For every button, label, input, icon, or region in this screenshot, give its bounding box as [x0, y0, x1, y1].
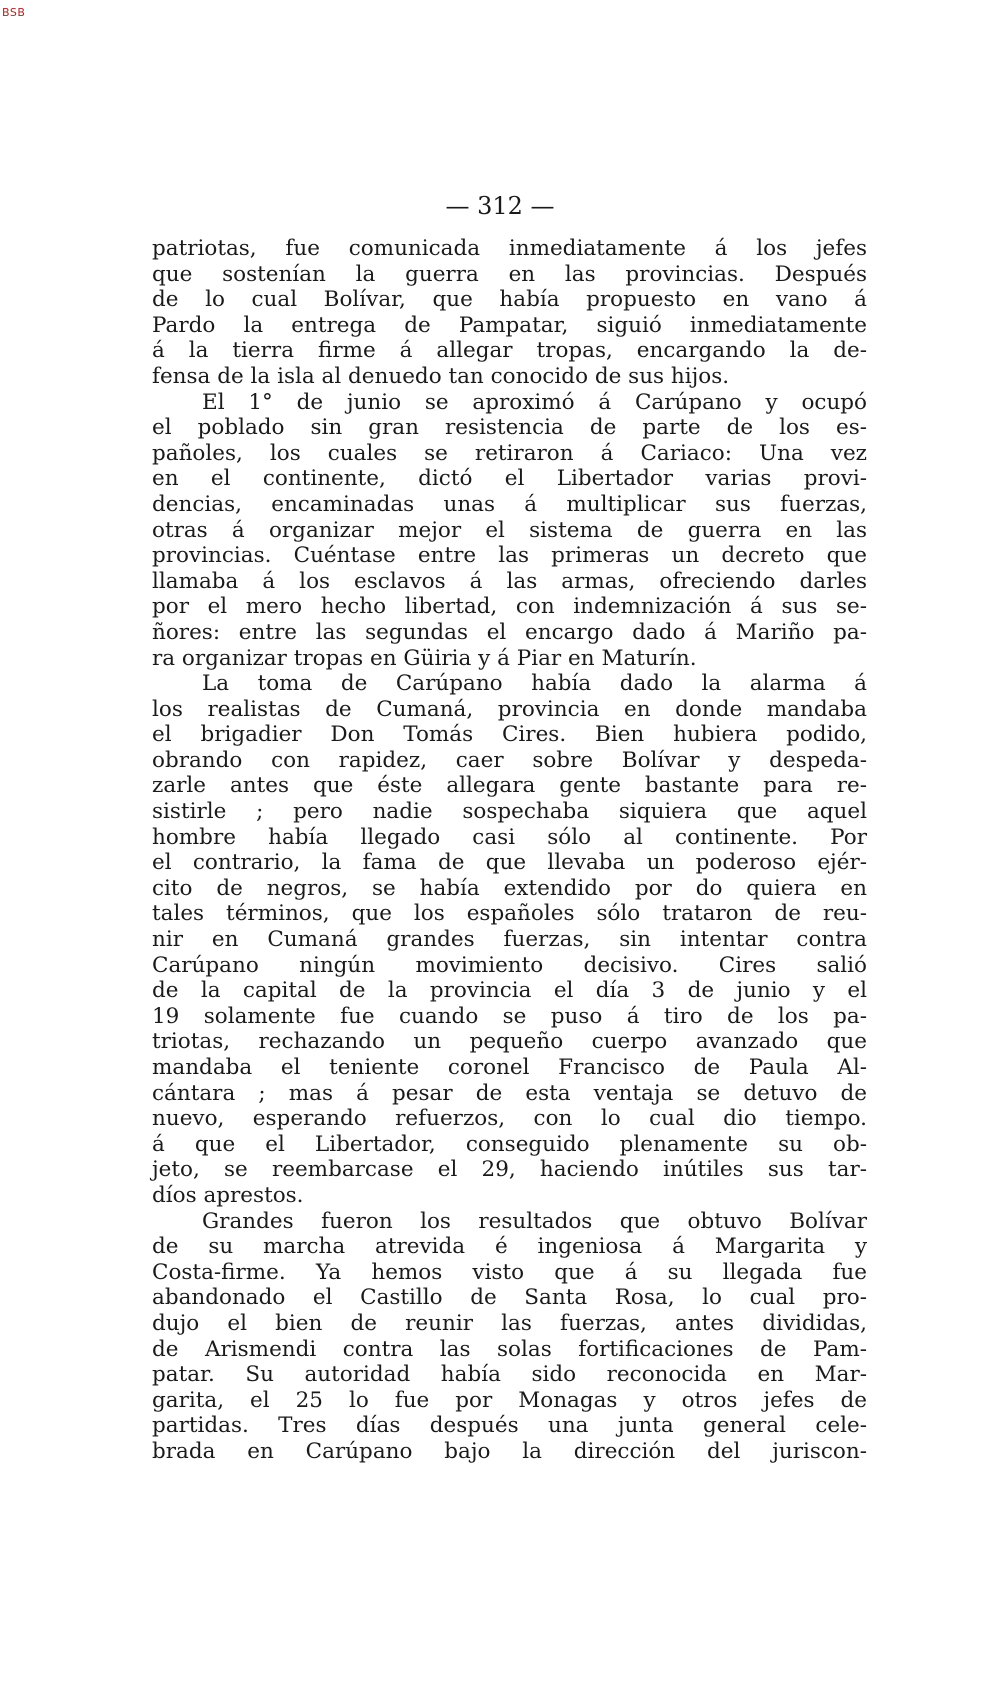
text-line: hombre había llegado casi sólo al continente. Por: [152, 824, 867, 850]
text-line: triotas, rechazando un pequeño cuerpo avanzado que: [152, 1029, 867, 1055]
library-stamp: BSB: [2, 6, 26, 19]
text-line: á que el Libertador, conseguido plenamente su ob-: [152, 1131, 867, 1157]
text-line: díos aprestos.: [152, 1182, 304, 1208]
text-line: que sostenían la guerra en las provincias. Después: [152, 261, 867, 287]
text-line: otras á organizar mejor el sistema de guerra en las: [152, 517, 867, 543]
text-line: en el continente, dictó el Libertador varias provi-: [152, 466, 867, 492]
text-line: 19 solamente fue cuando se puso á tiro de los pa-: [152, 1003, 867, 1029]
text-line: ra organizar tropas en Güiria y á Piar en Maturín.: [152, 645, 697, 671]
text-line: el poblado sin gran resistencia de parte de los es-: [152, 415, 867, 441]
text-line: abandonado el Castillo de Santa Rosa, lo cual pro-: [152, 1285, 867, 1311]
text-line: mandaba el teniente coronel Francisco de Paula Al-: [152, 1055, 867, 1080]
text-line: El 1° de junio se aproximó á Carúpano y ocupó: [202, 389, 867, 415]
text-line: por el mero hecho libertad, con indemnización á sus se-: [152, 594, 867, 620]
text-line: dencias, encaminadas unas á multiplicar sus fuerzas,: [152, 491, 867, 517]
text-line: Grandes fueron los resultados que obtuvo Bolívar: [202, 1208, 867, 1234]
text-line: tales términos, que los españoles sólo trataron de reu-: [152, 901, 867, 927]
text-line: partidas. Tres días después una junta general cele-: [152, 1413, 867, 1439]
text-line: nir en Cumaná grandes fuerzas, sin intentar contra: [152, 927, 867, 953]
text-line: obrando con rapidez, caer sobre Bolívar y despeda-: [152, 747, 867, 773]
text-line: jeto, se reembarcase el 29, haciendo inútiles sus tar-: [152, 1157, 867, 1183]
text-line: provincias. Cuéntase entre las primeras un decreto que: [152, 543, 867, 569]
text-line: zarle antes que éste allegara gente bastante para re-: [152, 773, 867, 799]
text-line: el brigadier Don Tomás Cires. Bien hubiera podido,: [152, 722, 867, 748]
text-line: dujo el bien de reunir las fuerzas, antes divididas,: [152, 1310, 867, 1336]
text-line: ñores: entre las segundas el encargo dado á Mariño pa-: [152, 619, 867, 645]
text-line: de su marcha atrevida é ingeniosa á Margarita y: [152, 1234, 867, 1260]
text-line: sistirle ; pero nadie sospechaba siquiera que aquel: [152, 799, 867, 825]
text-line: el contrario, la fama de que llevaba un poderoso ejér-: [152, 850, 867, 876]
text-line: de Arismendi contra las solas fortificaciones de Pam-: [152, 1336, 867, 1362]
text-line: cito de negros, se había extendido por do quiera en: [152, 875, 867, 901]
text-line: patriotas, fue comunicada inmediatamente á los jefes: [152, 236, 867, 261]
text-line: Costa-firme. Ya hemos visto que á su llegada fue: [152, 1259, 867, 1285]
text-line: La toma de Carúpano había dado la alarma á: [202, 671, 867, 697]
text-line: Pardo la entrega de Pampatar, siguió inmediatamente: [152, 312, 867, 338]
text-line: cántara ; mas á pesar de esta ventaja se detuvo de: [152, 1080, 867, 1106]
page-number: — 312 —: [445, 192, 555, 220]
text-line: á la tierra firme á allegar tropas, encargando la de-: [152, 338, 867, 364]
text-line: llamaba á los esclavos á las armas, ofreciendo darles: [152, 568, 867, 594]
body-text: [152, 236, 867, 1465]
text-line: fensa de la isla al denuedo tan conocido de sus hijos.: [152, 363, 730, 389]
text-line: pañoles, los cuales se retiraron á Cariaco: Una vez: [152, 440, 867, 466]
text-line: de la capital de la provincia el día 3 de junio y el: [152, 978, 867, 1004]
text-line: brada en Carúpano bajo la dirección del juriscon-: [152, 1438, 867, 1464]
text-line: nuevo, esperando refuerzos, con lo cual dio tiempo.: [152, 1106, 867, 1132]
text-line: patar. Su autoridad había sido reconocida en Mar-: [152, 1362, 867, 1388]
text-line: garita, el 25 lo fue por Monagas y otros jefes de: [152, 1387, 867, 1413]
text-line: los realistas de Cumaná, provincia en donde mandaba: [152, 696, 867, 722]
text-line: de lo cual Bolívar, que había propuesto en vano á: [152, 287, 867, 313]
text-line: Carúpano ningún movimiento decisivo. Cires salió: [152, 952, 867, 978]
